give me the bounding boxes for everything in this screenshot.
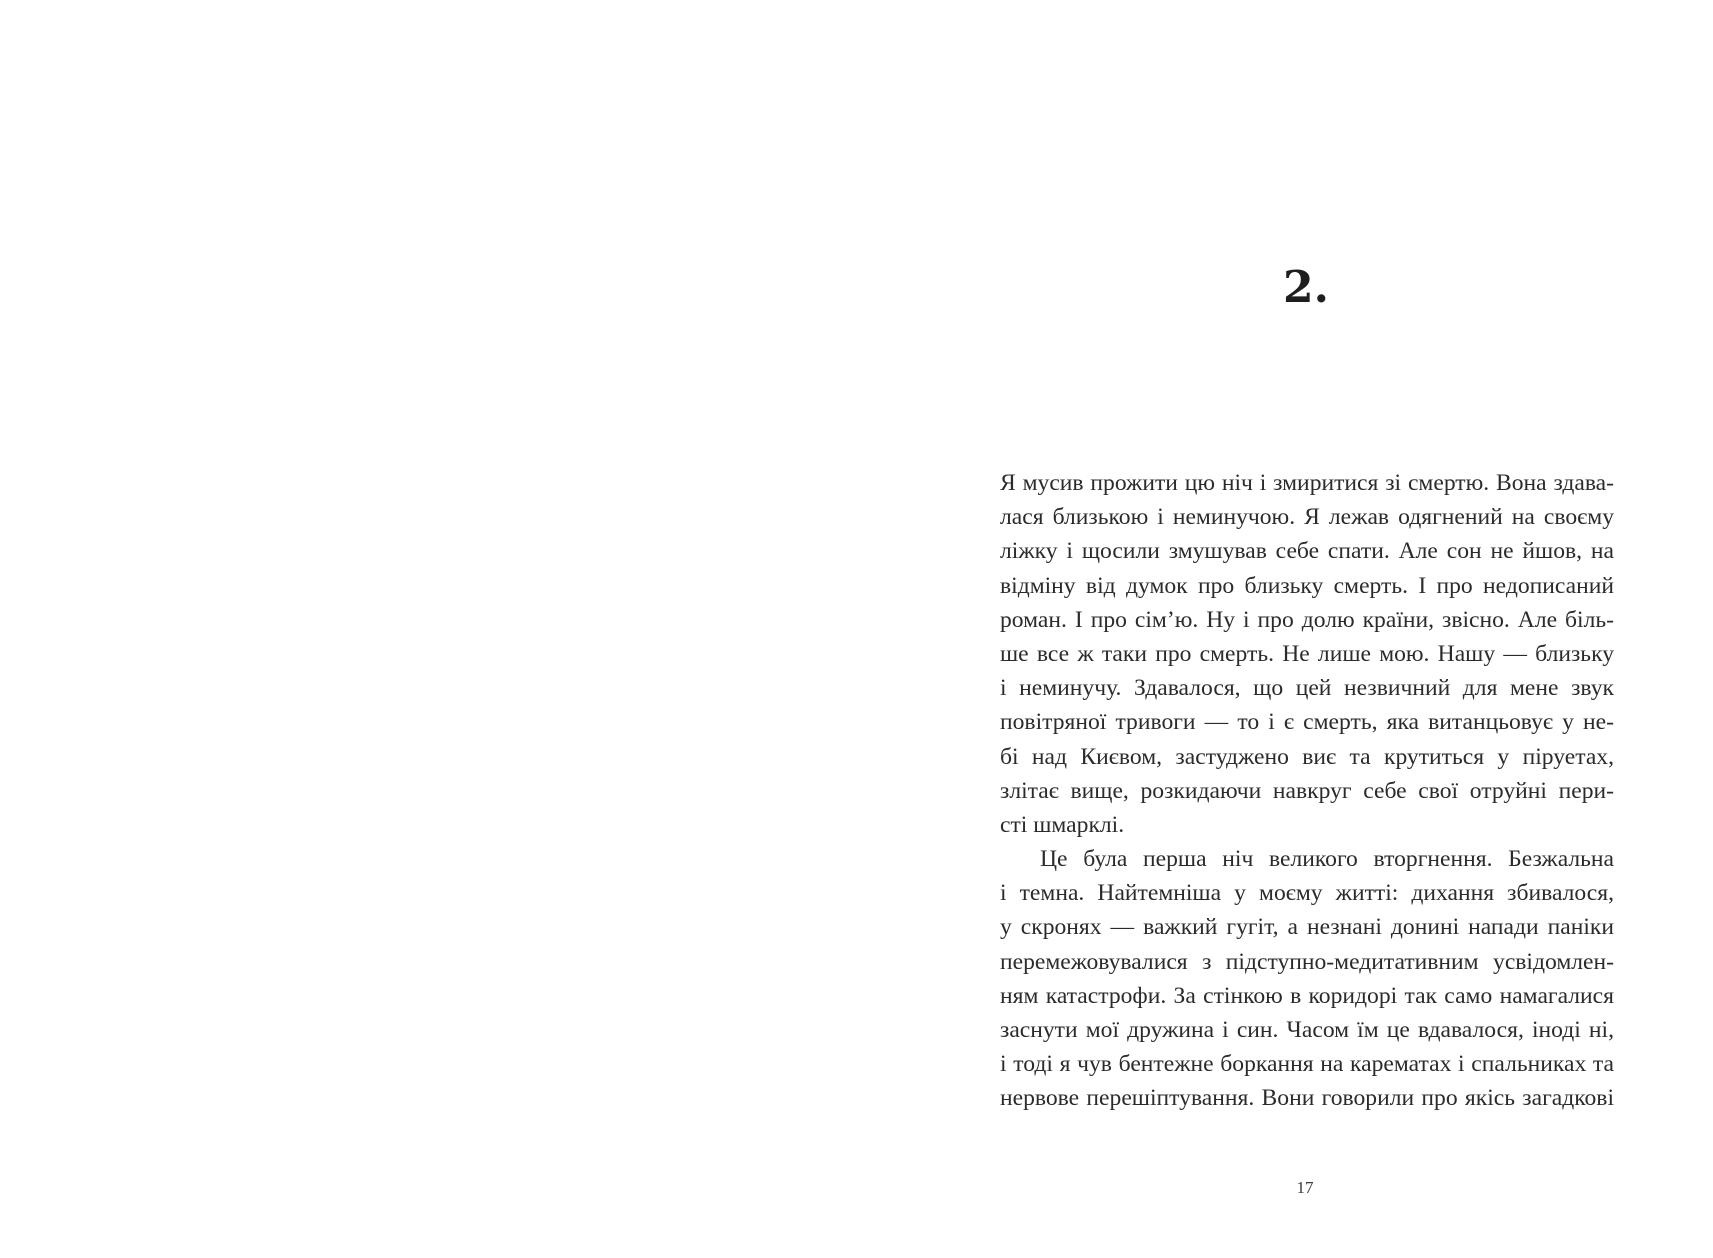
text-line: перемежовувалися з підступно-медитативним усвідомлен- xyxy=(1000,948,1614,975)
text-line: відміну від думок про близьку смерть. І про недописаний xyxy=(1000,572,1614,599)
text-line: ліжку і щосили змушував себе спати. Але сон не йшов, на xyxy=(1000,538,1614,565)
text-line: ням катастрофи. За стінкою в коридорі так само намагалися xyxy=(1000,982,1614,1009)
left-page-blank xyxy=(0,0,856,1258)
text-line: сті шмарклі. xyxy=(1000,811,1125,838)
text-line: злітає вище, розкидаючи навкруг себе свої отруйні пери- xyxy=(1000,777,1614,804)
text-line-indented: Це була перша ніч великого вторгнення. Безжальна xyxy=(1040,846,1614,873)
body-text xyxy=(1000,466,1614,1116)
text-line: і темна. Найтемніша у моєму житті: дихання збивалося, xyxy=(1000,880,1614,907)
text-line: роман. І про сім’ю. Ну і про долю країни, звісно. Але біль- xyxy=(1000,606,1614,633)
text-line: нервове перешіптування. Вони говорили про якісь загадкові xyxy=(1000,1085,1614,1112)
text-line: у скронях — важкий гугіт, а незнані донині напади паніки xyxy=(1000,914,1614,941)
chapter-number: 2. xyxy=(1283,262,1329,313)
text-line: Я мусив прожити цю ніч і змиритися зі смертю. Вона здава- xyxy=(1000,470,1614,496)
text-line: заснути мої дружина і син. Часом їм це вдавалося, іноді ні, xyxy=(1000,1017,1614,1043)
text-line: і неминучу. Здавалося, що цей незвичний для мене звук xyxy=(1000,675,1614,702)
text-line: і тоді я чув бентежне боркання на карематах і спальниках та xyxy=(1000,1051,1614,1078)
text-line: бі над Києвом, застуджено виє та крутиться у піруетах, xyxy=(1000,743,1614,770)
text-line: ше все ж таки про смерть. Не лише мою. Нашу — близьку xyxy=(1000,640,1614,667)
text-line: лася близькою і неминучою. Я лежав одягнений на своєму xyxy=(1000,504,1614,531)
page-number: 17 xyxy=(1296,1178,1314,1197)
text-line: повітряної тривоги — то і є смерть, яка витанцьовує у не- xyxy=(1000,709,1614,736)
